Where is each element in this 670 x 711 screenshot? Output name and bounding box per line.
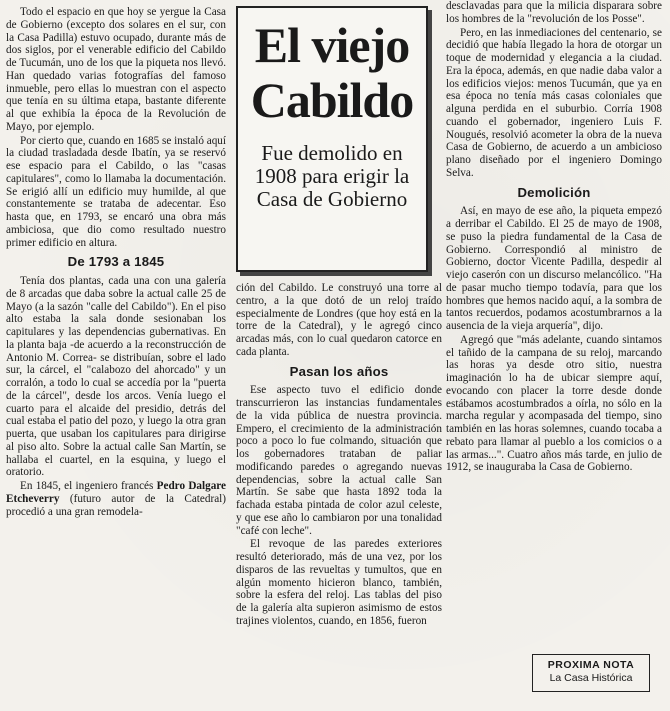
next-note-box — [532, 654, 650, 692]
next-note-label: PROXIMA NOTA — [547, 659, 635, 671]
headline-box — [236, 6, 428, 272]
paragraph: Pero, en las inmediaciones del centenario, se decidió que había llegado la hora de otorgar un toque de modernidad y elegancia a la ciudad. Era la época, además, en que nadie daba valor a los edificios viejos: menos Tucumán, que ya en esa época no tenía más casas coloniales que alguna perdida en el suburbio. Corría 1908 cuando el gobernador, ingeniero Luis F. Nougués, resolvió acometer la obra de la nueva Casa de Gobierno, de acuerdo a un ambicioso plano diseñado por el ingeniero Domingo Selva. — [446, 26, 662, 179]
paragraph-lead: En 1845, el ingeniero francés — [20, 480, 154, 492]
section-heading: De 1793 a 1845 — [67, 254, 165, 270]
paragraph: ción del Cabildo. Le construyó una torre al centro, a la que dotó de un reloj traído especialmente de Londres (que hoy está en la torre de la Catedral), y le agregó cinco arcadas más, con lo cual quedaron catorce en cada planta. — [236, 282, 442, 358]
section-heading: Pasan los años — [289, 363, 389, 379]
paragraph: Por cierto que, cuando en 1685 se instaló aquí la ciudad trasladada desde Ibatín, ya se reservó ese espacio para el Cabildo, o las "casas capitulares", como lo llamaba la documentación. Se erigió allí un edificio muy humilde, al que constantemente se trataba de adecentar. Eso hasta que, en 1793, se encaró una obra más ambiciosa, que dio como resultado nuestro primer edificio en altura. — [6, 134, 226, 249]
paragraph: desclavadas para que la milicia disparara sobre los hombres de la "revolución de los Posse". — [446, 0, 662, 25]
headline-subtitle: Fue demolido en 1908 para erigir la Casa de Gobierno — [254, 141, 410, 211]
paragraph: Tenía dos plantas, cada una con una galería de 8 arcadas que daba sobre la actual calle 25 de Mayo (a la sazón "calle del Cabildo"). En el piso alto estaba la sala donde sesionaban los capitulares y las dependencias gubernativas. En la planta baja -de acuerdo a la reconstrucción de Antonio M. Correa- se distribuían, sobre el lado sur, la cárcel, el "calabozo del ahorcado" y un corralón, a todo lo cual se accedía por la "puerta de la cárcel", desde los arcos. Venía luego el cuarto para el alcaide del presidio, detrás del cual estaba el patio del pozo, y luego la otra gran puerta, que usaban los capitulares para dirigirse al piso alto. Sobre la actual calle San Martín, se hallaba el cuartel, en la esquina, y luego el oratorio. — [6, 275, 226, 479]
article-column-1 — [6, 6, 226, 518]
article-column-2 — [236, 282, 442, 628]
paragraph: Así, en mayo de ese año, la piqueta empezó a derribar el Cabildo. El 25 de mayo de 1908, se puso la piedra fundamental de la Casa de Gobierno. Correspondió al ministro de Gobierno, doctor Vicente Padilla, despedir al viejo caserón con un discurso melancólico. "Ha de pasar mucho tiempo todavía, para que los hombres que hemos nacido aquí, a la sombra de tantos recuerdos, podamos acostumbrarnos a la ausencia de la vieja arquería", dijo. — [446, 205, 662, 332]
paragraph: Ese aspecto tuvo el edificio donde transcurrieron las instancias fundamentales de la vida pública de nuestra provincia. Empero, el crecimiento de la administración poco a poco lo fue colmando, situación que los gobernadores trataban de paliar modificando paredes o agregando nuevas dependencias, sobre la actual calle San Martín. Se sabe que hasta 1892 toda la fachada estaba pintada de color azul celeste, y que ese año lo cambiaron por una tonalidad "café con leche". — [236, 384, 442, 537]
paragraph: Agregó que "más adelante, cuando sintamos el tañido de la campana de su reloj, marcando las horas ya desde otro sitio, nuestra imaginación lo ha de ubicar siempre aquí, evocando con placer la torre desde donde estábamos acostumbrados a oírla, no sólo en la marcha regular y acompasada del tiempo, sino también en las horas solemnes, cuando tocaba a rebato para llamar al pueblo a los comicios o a las armas...". Cuatro años más tarde, en julio de 1912, se inauguraba la Casa de Gobierno. — [446, 333, 662, 474]
engineer-name: Pedro Dalgare Etcheverry — [6, 480, 227, 505]
section-heading: Demolición — [517, 184, 591, 200]
paragraph-tail: (futuro autor de la Catedral) procedió a una gran remodela- — [6, 492, 226, 518]
headline — [238, 18, 426, 128]
headline-line-1: El viejo — [254, 17, 410, 73]
paragraph: El revoque de las paredes exteriores resultó deteriorado, más de una vez, por los disparos de las revueltas y tumultos, que en algún momento hicieron blanco, también, sobre la esfera del reloj. Las tablas del piso de la galería alta supieron asimismo de estos trajines violentos, cuando, en 1856, fueron — [236, 538, 442, 627]
next-note-topic: La Casa Histórica — [549, 672, 633, 684]
paragraph — [6, 480, 226, 518]
paragraph: Todo el espacio en que hoy se yergue la Casa de Gobierno (excepto dos solares en el sur, con la Casa Padilla) estuvo ocupado, durante más de dos siglos, por el venerable edificio del Cabildo de Tucumán, uno de los que la piqueta nos llevó. Han quedado varias fotografías del famoso inmueble, pero ellas lo muestran con el aspecto que tenía en su última etapa, bastante diferente al que exhibía la época de la Revolución de Mayo, por ejemplo. — [6, 6, 226, 133]
headline-line-2: Cabildo — [250, 72, 414, 128]
article-column-3 — [446, 0, 662, 474]
